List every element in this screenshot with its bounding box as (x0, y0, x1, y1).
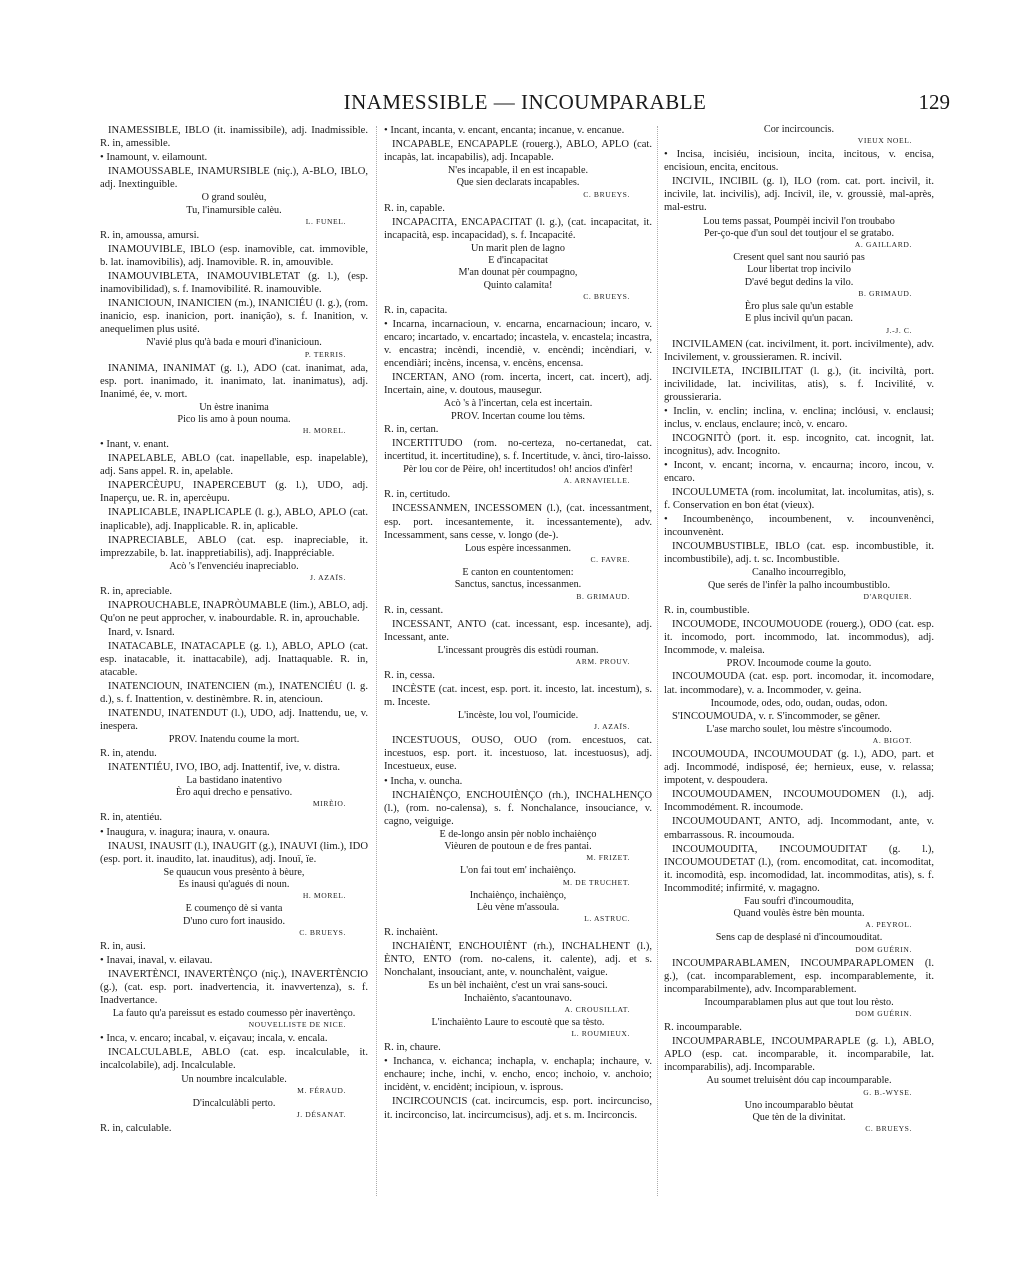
quotation-author: A. ARNAVIELLE. (563, 476, 630, 486)
column-1 (100, 124, 368, 1204)
dictionary-entry: INCALCULABLE, ABLO (cat. esp. incalculable, it. incalcolabile), adj. Incalculable. (100, 1047, 368, 1072)
quotation-author: P. TERRIS. (304, 349, 346, 359)
dictionary-entry: R. in, amoussa, amursi. (100, 229, 200, 241)
dictionary-entry: INCOUMPARABLAMEN, INCOUMPARAPLOMEN (l. g.), (cat. incomparablement, esp. incomparablemente, it. incomparabilmente), adv. Incomparablement. (664, 957, 934, 995)
dictionary-entry: INCOUMOUDITA, INCOUMOUDITAT (g. l.), INCOUMOUDETAT (l.), (rom. encomoditat, cat. incomoditat, it. incomodità, esp. incomodidad, lat. incommoditas, atis), s. f. Incommodité; infirmité, v. magagno. (664, 843, 934, 894)
dictionary-entry: R. in, cessant. (384, 604, 444, 616)
quotation-author: A. PEYROL. (865, 920, 912, 930)
dictionary-entry: • Inamount, v. eilamount. (100, 152, 208, 164)
dictionary-entry: INAPRECIABLE, ABLO (cat. esp. inapreciable, it. imprezzabile, b. lat. inappretiabilis), adj. Inappréciable. (100, 534, 368, 559)
dictionary-entry: • Inca, v. encaro; incabal, v. eiçavau; incala, v. encala. (100, 1033, 328, 1045)
quotation-line: Quand voulès èstre bèn mounta. (733, 908, 865, 920)
quotation-line: Lou tems passat, Poumpèi incivil l'on troubabo (703, 215, 895, 227)
quotation-author: A. GAILLARD. (854, 240, 912, 250)
quotation-line: Es un bèl inchaiènt, c'est un vrai sans-souci. (428, 980, 608, 992)
dictionary-entry: • Incont, v. encant; incorna, v. encaurna; incoro, incou, v. encaro. (664, 460, 934, 485)
quotation-author: VIEUX NOEL. (857, 136, 912, 146)
quotation-author: C. FAVRE. (590, 554, 630, 564)
quotation-author: J. AZAÏS. (594, 722, 630, 732)
dictionary-entry: INCIRCOUNCIS (cat. incircumcis, esp. port. incircunciso, it. incirconciso, lat. incircumcisus), adj. et s. m. Incirconcis. (384, 1096, 652, 1121)
dictionary-entry: INAPERCÈUPU, INAPERCEBUT (g. l.), UDO, adj. Inaperçu, ue. R. in, apercèupu. (100, 480, 368, 505)
quotation-line: M'an dounat pèr coumpagno, (458, 267, 578, 279)
quotation-author: J. AZAÏS. (310, 572, 346, 582)
quotation-line: Vièuren de poutoun e de fres pantai. (444, 841, 592, 852)
quotation-author: NOUVELLISTE DE NICE. (248, 1020, 346, 1030)
quotation-line: Sens cap de desplasé ni d'incoumouditat. (715, 932, 883, 944)
dictionary-entry: INCERTAN, ANO (rom. incerta, incert, cat. incert), adj. Incertain, aine, v. doutous, mausegur. (384, 372, 652, 397)
quotation-line: Uno incoumparablo bèutat (744, 1099, 854, 1111)
dictionary-entry: INAMESSIBLE, IBLO (it. inamissibile), adj. Inadmissible. R. in, amessible. (100, 125, 368, 150)
dictionary-entry: INCOUMOUDANT, ANTO, adj. Incommodant, ante, v. embarrassous. R. incoumouda. (664, 816, 934, 841)
quotation-line: E canton en countentomen: (462, 566, 574, 578)
quotation-line: Au soumet treluisènt dóu cap incoumparable. (706, 1075, 892, 1087)
dictionary-entry: • Inclin, v. enclin; inclina, v. enclina; inclóusi, v. enclausi; inclus, v. enclaus, enclaure; incò, v. encaro. (664, 405, 934, 430)
quotation-line: Cor incircouncis. (763, 124, 835, 135)
dictionary-entry: R. in, cessa. (384, 669, 435, 681)
quotation-author: M. FRIZET. (586, 853, 630, 863)
dictionary-entry: R. in, certan. (384, 423, 439, 435)
dictionary-entry: INCIVIL, INCIBIL (g. l), ILO (rom. cat. port. incivil, it. incivile, lat. incivilis), adj. Incivil, ile, v. groussiè, mal-après, mal-estru. (664, 176, 934, 214)
quotation-line: Un marit plen de lagno (471, 242, 565, 254)
quotation-line: La bastidano inatentivo (186, 774, 282, 786)
dictionary-entry: • Incha, v. ouncha. (384, 775, 463, 787)
dictionary-entry: INCOULUMETA (rom. incolumitat, lat. incolumitas, atis), s. f. Conservation en bon état (vieux). (664, 487, 934, 512)
dictionary-entry: INCESTUOUS, OUSO, OUO (rom. encestuos, cat. incestuos, esp. port. it. incestuoso, lat. incestuosus), adj. Incestueux, euse. (384, 735, 652, 773)
quotation-author: C. BRUEYS. (865, 1124, 912, 1134)
quotation-line: Fau soufri d'incoumoudita, (744, 895, 854, 907)
dictionary-entry: S'INCOUMOUDA, v. r. S'incommoder, se gêner. (672, 710, 881, 722)
running-title: INAMESSIBLE — INCOUMPARABLE (343, 90, 707, 114)
dictionary-entry: INCÈSTE (cat. incest, esp. port. it. incesto, lat. incestum), s. m. Inceste. (384, 683, 652, 709)
quotation-author: L. ROUMIEUX. (571, 1029, 630, 1039)
quotation-line: Cresent quel sant nou saurió pas (733, 252, 865, 264)
quotation-author: C. BRUEYS. (583, 292, 630, 302)
quotation-line: Èro aqui drecho e pensativo. (175, 787, 293, 799)
dictionary-entry: INATENDU, INATENDUT (l.), UDO, adj. Inattendu, ue, v. inespera. (100, 708, 368, 733)
quotation-author: M. DE TRUCHET. (562, 877, 630, 887)
quotation-line: E d'incapacitat (488, 255, 548, 267)
quotation-author: DOM GUÉRIN. (855, 1009, 912, 1019)
quotation-author: G. B.-WYSE. (863, 1087, 912, 1097)
dictionary-entry: INCOUMPARABLE, INCOUMPARAPLE (g. l.), ABLO, APLO (esp. cat. incomparable, it. incomparabile, lat. incomparabilis), adj. Incomparable. (664, 1036, 934, 1074)
column-divider (657, 126, 658, 1196)
quotation-line: PROV. Incoumode coume la gouto. (726, 658, 872, 670)
quotation-line: Inchaiènço, inchaiènço, (469, 889, 567, 901)
quotation-line: O grand soulèu, (201, 192, 267, 204)
column-2 (384, 124, 652, 1204)
quotation-author: L. FUNEL. (305, 216, 346, 226)
column-3 (664, 124, 934, 1204)
page-number: 129 (918, 90, 950, 114)
quotation-line: Inchaiènto, s'acantounavo. (464, 992, 572, 1004)
quotation-line: Acò 's à l'incertan, cela est incertain. (443, 398, 593, 410)
quotation-author: C. BRUEYS. (583, 189, 630, 199)
dictionary-entry: R. in, capacita. (384, 305, 448, 317)
quotation-line: Pèr lou cor de Pèire, oh! incertitudos! oh! ancios d'infèr! (403, 464, 633, 476)
dictionary-entry: • Inaugura, v. inagura; inaura, v. onaura. (100, 826, 270, 838)
quotation-author: B. GRIMAUD. (858, 289, 912, 299)
quotation-author: A. BIGOT. (872, 736, 912, 746)
dictionary-entry: INCOUMOUDAMEN, INCOUMOUDOMEN (l.), adj. Incommodément. R. incoumode. (664, 789, 934, 814)
dictionary-entry: R. in, coumbustible. (664, 605, 750, 616)
dictionary-entry: INAMOUSSABLE, INAMURSIBLE (niç.), A-BLO, IBLO, adj. Inextinguible. (100, 166, 368, 191)
quotation-line: La fauto qu'a pareissut es estado coumesso pèr inavertènço. (112, 1008, 356, 1020)
quotation-line: Lèu vène m'assoula. (476, 901, 560, 913)
quotation-author: J. DÉSANAT. (296, 1110, 346, 1120)
dictionary-entry: Inard, v. Isnard. (108, 627, 175, 639)
dictionary-entry: INATENTIÉU, IVO, IBO, adj. Inattentif, ive, v. distra. (108, 761, 341, 773)
quotation-line: Tu, l'inamursible calèu. (186, 204, 282, 216)
dictionary-entry: INCHAIÈNT, ENCHOUIÈNT (rh.), INCHALHENT (l.), ÈNTO, ENTO (rom. no-calens, it. calente), adj. et s. Nonchalant, insouciant, ante, v. nounchalènt, vaigue. (384, 941, 652, 979)
quotation-line: Lous espère incessanmen. (464, 542, 572, 554)
dictionary-entry: INAPELABLE, ABLO (cat. inapellable, esp. inapelable), adj. Sans appel. R. in, apelable. (100, 453, 368, 478)
quotation-line: E plus incivil qu'un pacan. (745, 313, 853, 325)
quotation-line: E de-longo ansin pèr noblo inchaiènço (439, 828, 597, 840)
dictionary-entry: INAUSI, INAUSIT (l.), INAUGIT (g.), INAUVI (lim.), IDO (esp. port. it. inaudito, lat. inauditus), adj. Inouï, ïe. (100, 840, 368, 865)
dictionary-entry: INCIVILAMEN (cat. incivilment, it. port. incivilmente), adv. Incivilement, v. groussieramen. R. incivil. (664, 338, 934, 363)
quotation-line: N'es incapable, il en est incapable. (447, 165, 589, 177)
dictionary-entry: R. in, chaure. (384, 1042, 441, 1054)
quotation-line: Pico lis amo à poun nouma. (177, 413, 291, 425)
dictionary-entry: R. in, calculable. (100, 1123, 172, 1135)
quotation-line: L'incessant prougrès dis estùdi rouman. (437, 644, 599, 656)
dictionary-entry: R. in, atentiéu. (100, 812, 163, 824)
quotation-author: H. MOREL. (302, 891, 346, 901)
dictionary-entry: INATENCIOUN, INATENCIEN (m.), INATENCIÉU (l. g. d.), s. f. Inattention, v. destinèmbre. R. in, atencioun. (100, 681, 368, 706)
dictionary-entry: • Incoumbenènço, incoumbenent, v. incounvenènci, incounvenènt. (664, 514, 934, 539)
dictionary-entry: INCOUMOUDA (cat. esp. port. incomodar, it. incomodare, lat. incommodare), v. a. Incommoder, v. geina. (664, 671, 934, 696)
quotation-line: Es inausi qu'agués di noun. (178, 878, 290, 890)
quotation-line: Acò 's l'envenciéu inapreciablo. (169, 560, 299, 572)
quotation-author: B. GRIMAUD. (576, 591, 630, 601)
quotation-line: L'incèste, lou vol, l'oumicide. (457, 710, 579, 722)
quotation-author: MIRÈIO. (312, 799, 346, 809)
quotation-author: M. FÉRAUD. (297, 1085, 346, 1095)
dictionary-entry: INCOUMBUSTIBLE, IBLO (cat. esp. incombustible, it. incombustibile), adj. t. sc. Incombustible. (664, 541, 934, 566)
dictionary-entry: INAPLICABLE, INAPLICAPLE (l. g.), ABLO, APLO (cat. inaplicable), adj. Inapplicable. R. in, aplicable. (100, 507, 368, 532)
quotation-line: Un noumbre incalculable. (181, 1073, 287, 1085)
quotation-line: Que sien declarats incapables. (456, 177, 580, 189)
dictionary-entry: INCERTITUDO (rom. no-certeza, no-certanedat, cat. incertitud, it. incertitudine), s. f. Incertitude, v. ànci, tiro-laisso. (384, 438, 652, 463)
dictionary-entry: R. in, certitudo. (384, 489, 451, 501)
dictionary-entry: INCAPABLE, ENCAPAPLE (rouerg.), ABLO, APLO (cat. incapàs, lat. incapabilis), adj. Incapable. (384, 139, 652, 164)
quotation-line: PROV. Incertan coume lou tèms. (451, 410, 585, 422)
quotation-line: Un èstre inanima (199, 401, 269, 413)
quotation-line: E coumenço dè si vanta (185, 903, 283, 915)
dictionary-entry: • Inavai, inaval, v. eilavau. (100, 954, 213, 966)
dictionary-entry: • Inchanca, v. eichanca; inchapla, v. enchapla; inchaure, v. enchaure; inche, inchi, v. encho, enco; inchoio, v. anchoio; incidènt, v. encidènt; incipioun, v. isprous. (384, 1056, 652, 1094)
dictionary-entry: • Incarna, incarnacioun, v. encarna, encarnacioun; incaro, v. encaro; incartado, v. encartado; incastela, v. encastela; incastra, v. encastra; incèndi, incendiè, v. encèndi; incèndiari, v. encendiàri; incèns, incensa, v. encèns, encensa. (384, 319, 652, 370)
column-divider (376, 126, 377, 1196)
dictionary-entry: INCESSANT, ANTO (cat. incessant, esp. incesante), adj. Incessant, ante. (384, 618, 652, 643)
dictionary-entry: INCAPACITA, ENCAPACITAT (l. g.), (cat. incapacitat, it. incapacità, esp. incapacidad), s. f. Incapacité. (384, 216, 652, 241)
dictionary-entry: • Inant, v. enant. (100, 439, 169, 451)
quotation-line: Que serés de l'infèr la palho incoumbustiblo. (707, 579, 891, 591)
dictionary-entry: R. incoumparable. (664, 1022, 742, 1034)
dictionary-entry: R. in, atendu. (100, 747, 157, 759)
quotation-line: L'inchaiènto Laure to escoutè que sa tèsto. (431, 1016, 605, 1028)
dictionary-entry: R. inchaiènt. (384, 927, 438, 939)
dictionary-entry: INANIMA, INANIMAT (g. l.), ADO (cat. inanimat, ada, esp. port. inanimado, it. inanimato, lat. inanimatus), adj. Inanimé, ée, v. mort. (100, 362, 368, 400)
quotation-line: Èro plus sale qu'un estable (744, 301, 854, 313)
dictionary-entry: INCOUMOUDA, INCOUMOUDAT (g. l.), ADO, part. et adj. Incommodé, indisposé, ée; hernieux, euse, v. relassa; impotent, v. despoudera. (664, 749, 934, 787)
quotation-line: Incoumparablamen plus aut que tout lou rèsto. (704, 996, 894, 1008)
quotation-line: Quinto calamita! (483, 279, 553, 291)
dictionary-entry: • Incant, incanta, v. encant, encanta; incanue, v. encanue. (384, 125, 625, 136)
quotation-line: N'avié plus qu'à bada e mouri d'inanicioun. (146, 337, 322, 349)
dictionary-entry: R. in, capable. (384, 202, 445, 214)
dictionary-entry: INCOUMODE, INCOUMOUODE (rouerg.), ODO (cat. esp. it. incomodo, port. incommodo, lat. incommodus), adj. Incommode, v. maleisa. (664, 619, 934, 657)
quotation-line: Per-ço-que d'un soul det toutjour el se gratabo. (703, 227, 895, 239)
quotation-author: C. BRUEYS. (299, 927, 346, 937)
quotation-author: L. ASTRUC. (584, 914, 630, 924)
dictionary-entry: INAPROUCHABLE, INAPRÒUMABLE (lim.), ABLO, adj. Qu'on ne peut approcher, v. inabourdable. R. in, aprouchable. (100, 600, 368, 625)
quotation-line: PROV. Inatendu coume la mort. (168, 734, 300, 746)
dictionary-entry: R. in, apreciable. (100, 585, 173, 597)
quotation-line: Incoumode, odes, odo, oudan, oudas, odon. (710, 697, 888, 709)
quotation-line: Se quaucun vous presènto à bèure, (163, 866, 305, 878)
quotation-author: ARM. PROUV. (575, 656, 630, 666)
quotation-author: DOM GUÉRIN. (855, 944, 912, 954)
quotation-line: D'avé begut dedins la vilo. (744, 276, 854, 288)
quotation-line: D'incalculàbli perto. (192, 1097, 276, 1109)
dictionary-entry: INAMOUVIBLETA, INAMOUVIBLETAT (g. l.), (esp. inamovibilidad), s. f. Inamovibilité. R. inamouvible. (100, 270, 368, 296)
dictionary-entry: INANICIOUN, INANICIEN (m.), INANICIÉU (l. g.), (rom. inanicio, esp. inanicion, port. inanição), s. f. Inanition, v. anequelimen plus usité. (100, 298, 368, 336)
dictionary-entry: INAVERTÈNCI, INAVERTÈNÇO (niç.), INAVERTÈNCIO (g.), (cat. esp. port. inadvertencia, it. inavvertenza), s. f. Inadvertance. (100, 968, 368, 1007)
quotation-line: L'ase marcho soulet, lou mèstre s'incoumodo. (706, 723, 892, 735)
quotation-line: Lour libertat trop incivilo (747, 264, 851, 276)
quotation-line: Sanctus, sanctus, incessanmen. (454, 579, 582, 591)
quotation-author: D'ARQUIER. (863, 592, 912, 601)
dictionary-entry: INCHAIÈNÇO, ENCHOUIÈNÇO (rh.), INCHALHENÇO (l.), (rom. no-calensa), s. f. Nonchalance, insouciance, v. cagno, veiguige. (384, 789, 652, 827)
quotation-line: D'uno curo fort inausido. (183, 915, 285, 927)
page-header (100, 90, 950, 120)
dictionary-entry: INATACABLE, INATACAPLE (g. l.), ABLO, APLO (cat. esp. inatacable, it. inattacabile), adj. Inattaquable. R. in, atacable. (100, 641, 368, 679)
dictionary-entry: INAMOUVIBLE, IBLO (esp. inamovible, cat. immovible, b. lat. inamovibilis), adj. Inamovible. R. in, amouvible. (100, 243, 368, 268)
quotation-author: J.-J. C. (886, 325, 912, 335)
dictionary-entry: INCOGNITÒ (port. it. esp. incognito, cat. incognit, lat. incognitus), adv. Incognito. (664, 432, 934, 457)
dictionary-entry: INCESSANMEN, INCESSOMEN (l.), (cat. incessantment, esp. port. incesantemente, it. incessantemente), adv. Incessamment, sans cesse, v. longo (de-). (384, 503, 652, 541)
quotation-line: L'on fai tout em' inchaiènço. (460, 865, 576, 877)
quotation-line: Que tèn de la divinitat. (752, 1111, 846, 1123)
dictionary-entry: INCIVILETA, INCIBILITAT (l. g.), (it. inciviltà, port. incivilidade, lat. incivilitas, atis), s. f. Incivilité, v. groussieraria. (664, 365, 934, 403)
quotation-line: Canalho incourregiblo, (752, 567, 846, 579)
dictionary-entry: • Incisa, incisiéu, incisioun, incita, incitous, v. encisa, encisioun, encita, encitous. (664, 149, 934, 174)
dictionary-entry: R. in, ausi. (100, 940, 146, 952)
quotation-author: A. CROUSILLAT. (564, 1004, 630, 1014)
quotation-author: H. MOREL. (302, 426, 346, 436)
